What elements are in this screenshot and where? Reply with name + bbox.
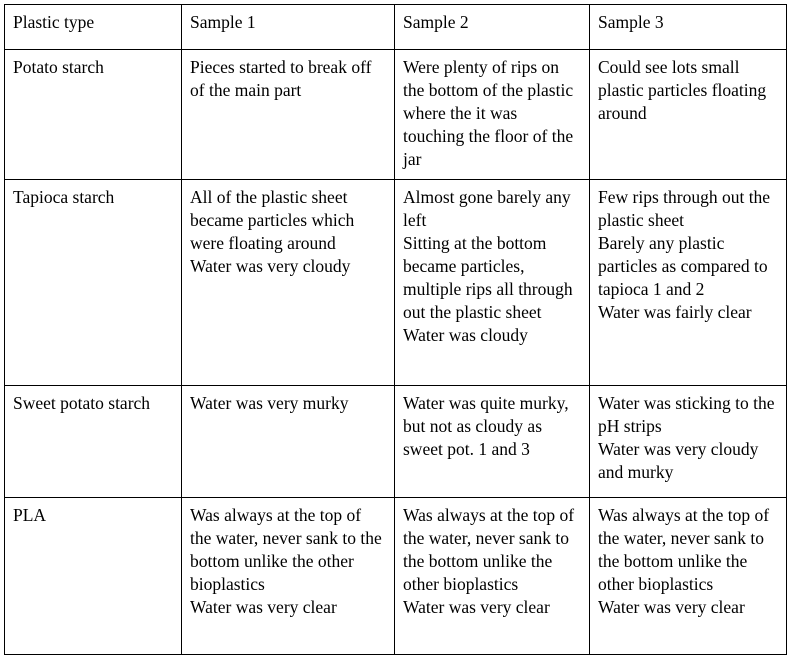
observation-line: Was always at the top of the water, never sank to the bottom unlike the other bioplastics xyxy=(403,505,575,594)
header-cell-sample-2: Sample 2 xyxy=(395,5,590,50)
observation-line: Water was very cloudy and murky xyxy=(598,439,759,482)
sample-3-cell xyxy=(590,386,787,498)
table-row-pla xyxy=(5,498,787,655)
observation-line: Was always at the top of the water, never sank to the bottom unlike the other bioplastics xyxy=(598,505,770,594)
sample-3-cell xyxy=(590,498,787,655)
observation-line: Water was quite murky, but not as cloudy as sweet pot. 1 and 3 xyxy=(403,393,569,459)
observation-line: Barely any plastic particles as compared to tapioca 1 and 2 xyxy=(598,233,768,299)
sample-1-cell xyxy=(182,386,395,498)
observation-line: Was always at the top of the water, never sank to the bottom unlike the other bioplastics xyxy=(190,505,382,594)
sample-1-cell xyxy=(182,498,395,655)
observation-line: Were plenty of rips on the bottom of the plastic where the it was touching the floor of the jar xyxy=(403,57,574,169)
plastic-type-cell: Tapioca starch xyxy=(5,180,182,386)
sample-3-cell xyxy=(590,180,787,386)
sample-3-cell xyxy=(590,50,787,180)
observation-line: Pieces started to break off of the main part xyxy=(190,57,372,100)
observation-line: Water was fairly clear xyxy=(598,302,752,322)
sample-2-cell xyxy=(395,386,590,498)
table-row-potato-starch xyxy=(5,50,787,180)
sample-2-cell xyxy=(395,180,590,386)
observation-line: Water was very clear xyxy=(598,597,745,617)
table-row-tapioca-starch xyxy=(5,180,787,386)
table-header-row xyxy=(5,5,787,50)
header-cell-sample-1: Sample 1 xyxy=(182,5,395,50)
sample-1-cell xyxy=(182,180,395,386)
observation-line: Water was very clear xyxy=(403,597,550,617)
table-row-sweet-potato-starch xyxy=(5,386,787,498)
sample-2-cell xyxy=(395,498,590,655)
observation-line: Water was sticking to the pH strips xyxy=(598,393,775,436)
plastic-type-cell: PLA xyxy=(5,498,182,655)
observation-table xyxy=(4,4,787,655)
observation-line: Water was very cloudy xyxy=(190,256,351,276)
observation-line: Water was very murky xyxy=(190,393,349,413)
sample-1-cell xyxy=(182,50,395,180)
observation-line: Almost gone barely any left xyxy=(403,187,571,230)
observation-line: Sitting at the bottom became particles, multiple rips all through out the plastic sheet xyxy=(403,233,573,322)
observation-line: All of the plastic sheet became particles which were floating around xyxy=(190,187,355,253)
observation-line: Could see lots small plastic particles floating around xyxy=(598,57,767,123)
observation-line: Water was very clear xyxy=(190,597,337,617)
observation-line: Few rips through out the plastic sheet xyxy=(598,187,771,230)
plastic-type-cell: Sweet potato starch xyxy=(5,386,182,498)
plastic-type-cell: Potato starch xyxy=(5,50,182,180)
observation-line: Water was cloudy xyxy=(403,325,528,345)
header-cell-plastic-type: Plastic type xyxy=(5,5,182,50)
sample-2-cell xyxy=(395,50,590,180)
header-cell-sample-3: Sample 3 xyxy=(590,5,787,50)
